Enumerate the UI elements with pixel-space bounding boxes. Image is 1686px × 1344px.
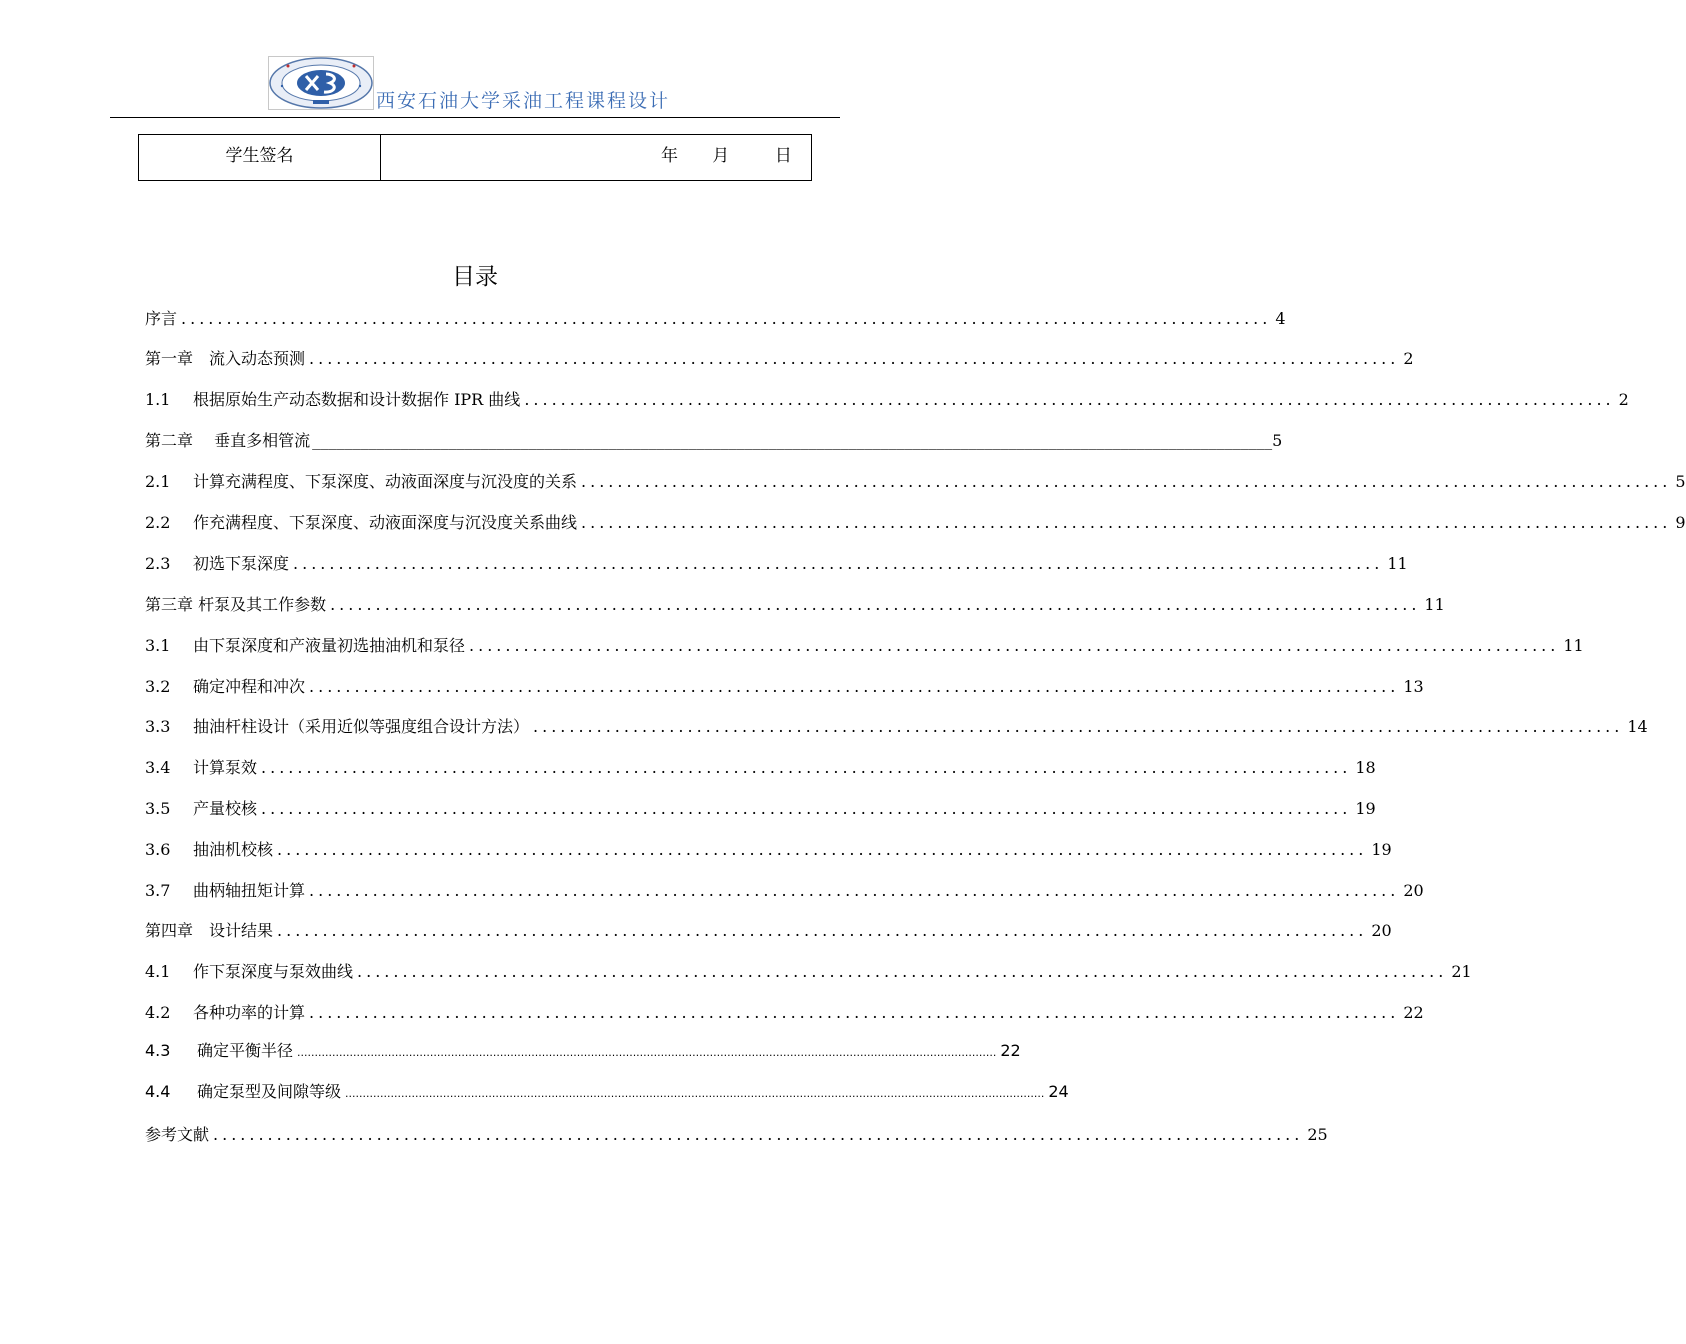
toc-entry-number: 3.1 [145,636,171,655]
toc-entry[interactable] [145,346,1414,370]
toc-entry-title: 第二章 垂直多相管流 [145,431,311,450]
toc-entry-title: 第三章 杆泵及其工作参数 [145,595,327,614]
toc-entry-page: 11 [1387,554,1408,573]
toc-entry-page: 5 [1272,431,1283,450]
toc-dot-leader: ........................................................................................................................ [277,921,1368,940]
toc-entry-title: 由下泵深度和产液量初选抽油机和泵径 [193,636,466,655]
toc-entry-page: 24 [1048,1082,1069,1101]
toc-entry-title: 第四章 设计结果 [145,921,274,940]
toc-entry-page: 9 [1675,513,1686,532]
toc-entry-page: 18 [1355,758,1376,777]
toc-entry-title: 计算泵效 [193,758,258,777]
toc-entry[interactable] [145,1079,1069,1103]
toc-entry-number: 3.5 [145,799,171,818]
toc-dot-leader: ........................................................................................................................ [261,758,1352,777]
toc-entry[interactable] [145,551,1408,575]
toc-title: 目录 [452,264,498,290]
toc-dot-leader: ________________________________________________________________________________________________________________________ [312,431,1273,450]
toc-entry-title: 各种功率的计算 [193,1003,306,1022]
toc-entry-title: 确定冲程和冲次 [193,677,306,696]
toc-entry-number: 4.3 [145,1041,171,1060]
toc-dot-leader: ........................................................................................................................ [293,554,1384,573]
toc-dot-leader: ........................................................................................................................ [524,390,1615,409]
toc-dot-leader: ........................................................................................................................ [309,677,1400,696]
toc-dot-leader: ........................................................................................................................................................................................................ [297,1046,997,1059]
toc-entry[interactable] [145,387,1629,411]
toc-entry-title: 根据原始生产动态数据和设计数据作 IPR 曲线 [193,390,521,409]
toc-entry-title: 曲柄轴扭矩计算 [193,881,306,900]
toc-entry-page: 5 [1675,472,1686,491]
toc-entry-page: 20 [1403,881,1424,900]
toc-entry-page: 21 [1451,962,1472,981]
toc-dot-leader: ........................................................................................................................ [277,840,1368,859]
toc-entry-page: 4 [1275,309,1286,328]
toc-entry-number: 4.2 [145,1003,171,1022]
toc-entry[interactable] [145,918,1392,942]
toc-entry-title: 抽油杆柱设计（采用近似等强度组合设计方法） [193,717,530,736]
toc-entry-page: 25 [1307,1125,1328,1144]
toc-entry-page: 14 [1627,717,1648,736]
toc-entry-number: 3.7 [145,881,171,900]
toc-entry[interactable] [145,428,1283,452]
signature-label: 学生签名 [139,135,381,180]
toc-entry-title: 作下泵深度与泵效曲线 [193,962,354,981]
toc-entry-number: 2.2 [145,513,171,532]
signature-date: 年 月 日 [661,146,792,166]
page-header [0,0,950,120]
toc-entry-number: 3.6 [145,840,171,859]
header-title: 西安石油大学采油工程课程设计 [376,90,671,112]
toc-entry-number: 4.1 [145,962,171,981]
toc-entry[interactable] [145,714,1648,738]
toc-entry-page: 22 [1403,1003,1424,1022]
toc-entry-title: 确定泵型及间隙等级 [197,1082,342,1101]
toc-entry-page: 19 [1355,799,1376,818]
toc-entry-page: 19 [1371,840,1392,859]
toc-entry[interactable] [145,469,1686,493]
toc-dot-leader: ........................................................................................................................ [309,881,1400,900]
toc-entry-number: 3.3 [145,717,171,736]
toc-entry-page: 2 [1618,390,1629,409]
toc-entry-number: 2.1 [145,472,171,491]
toc-entry-page: 11 [1563,636,1584,655]
toc-entry[interactable] [145,837,1392,861]
toc-entry[interactable] [145,1000,1424,1024]
toc-dot-leader: ........................................................................................................................ [261,799,1352,818]
toc-entry-title: 参考文献 [145,1125,210,1144]
toc-entry[interactable] [145,306,1286,330]
toc-entry-number: 1.1 [145,390,171,409]
toc-entry-page: 13 [1403,677,1424,696]
toc-entry[interactable] [145,592,1445,616]
toc-entry-title: 抽油机校核 [193,840,274,859]
header-divider [110,117,840,118]
toc-entry-title: 产量校核 [193,799,258,818]
toc-entry[interactable] [145,633,1584,657]
toc-dot-leader: ........................................................................................................................................................................................................ [345,1087,1045,1100]
toc-entry-number: 2.3 [145,554,171,573]
university-seal-icon [268,56,374,110]
toc-dot-leader: ........................................................................................................................ [533,717,1624,736]
toc-entry-page: 20 [1371,921,1392,940]
toc-entry-page: 2 [1403,349,1414,368]
toc-entry[interactable] [145,796,1376,820]
toc-entry[interactable] [145,878,1424,902]
toc-entry-page: 22 [1000,1041,1021,1060]
toc-entry-title: 序言 [145,309,178,328]
toc-entry-page: 11 [1424,595,1445,614]
toc-entry[interactable] [145,959,1472,983]
toc-entry-number: 3.4 [145,758,171,777]
toc-dot-leader: ........................................................................................................................ [181,309,1272,328]
toc-dot-leader: ........................................................................................................................ [581,513,1672,532]
toc-entry[interactable] [145,1038,1021,1062]
toc-dot-leader: ........................................................................................................................ [213,1125,1304,1144]
toc-entry-title: 作充满程度、下泵深度、动液面深度与沉没度关系曲线 [193,513,578,532]
toc-entry-title: 第一章 流入动态预测 [145,349,306,368]
toc-entry-title: 确定平衡半径 [197,1041,294,1060]
toc-entry-number: 4.4 [145,1082,171,1101]
signature-table [138,134,812,181]
toc-entry-number: 3.2 [145,677,171,696]
toc-entry[interactable] [145,1122,1328,1146]
toc-entry-title: 计算充满程度、下泵深度、动液面深度与沉没度的关系 [193,472,578,491]
toc-dot-leader: ........................................................................................................................ [581,472,1672,491]
toc-dot-leader: ........................................................................................................................ [469,636,1560,655]
toc-dot-leader: ........................................................................................................................ [309,1003,1400,1022]
toc-entry[interactable] [145,674,1424,698]
toc-entry-title: 初选下泵深度 [193,554,290,573]
toc-dot-leader: ........................................................................................................................ [330,595,1421,614]
toc-dot-leader: ........................................................................................................................ [309,349,1400,368]
toc-entry[interactable] [145,510,1686,534]
toc-entry[interactable] [145,755,1376,779]
toc-dot-leader: ........................................................................................................................ [357,962,1448,981]
